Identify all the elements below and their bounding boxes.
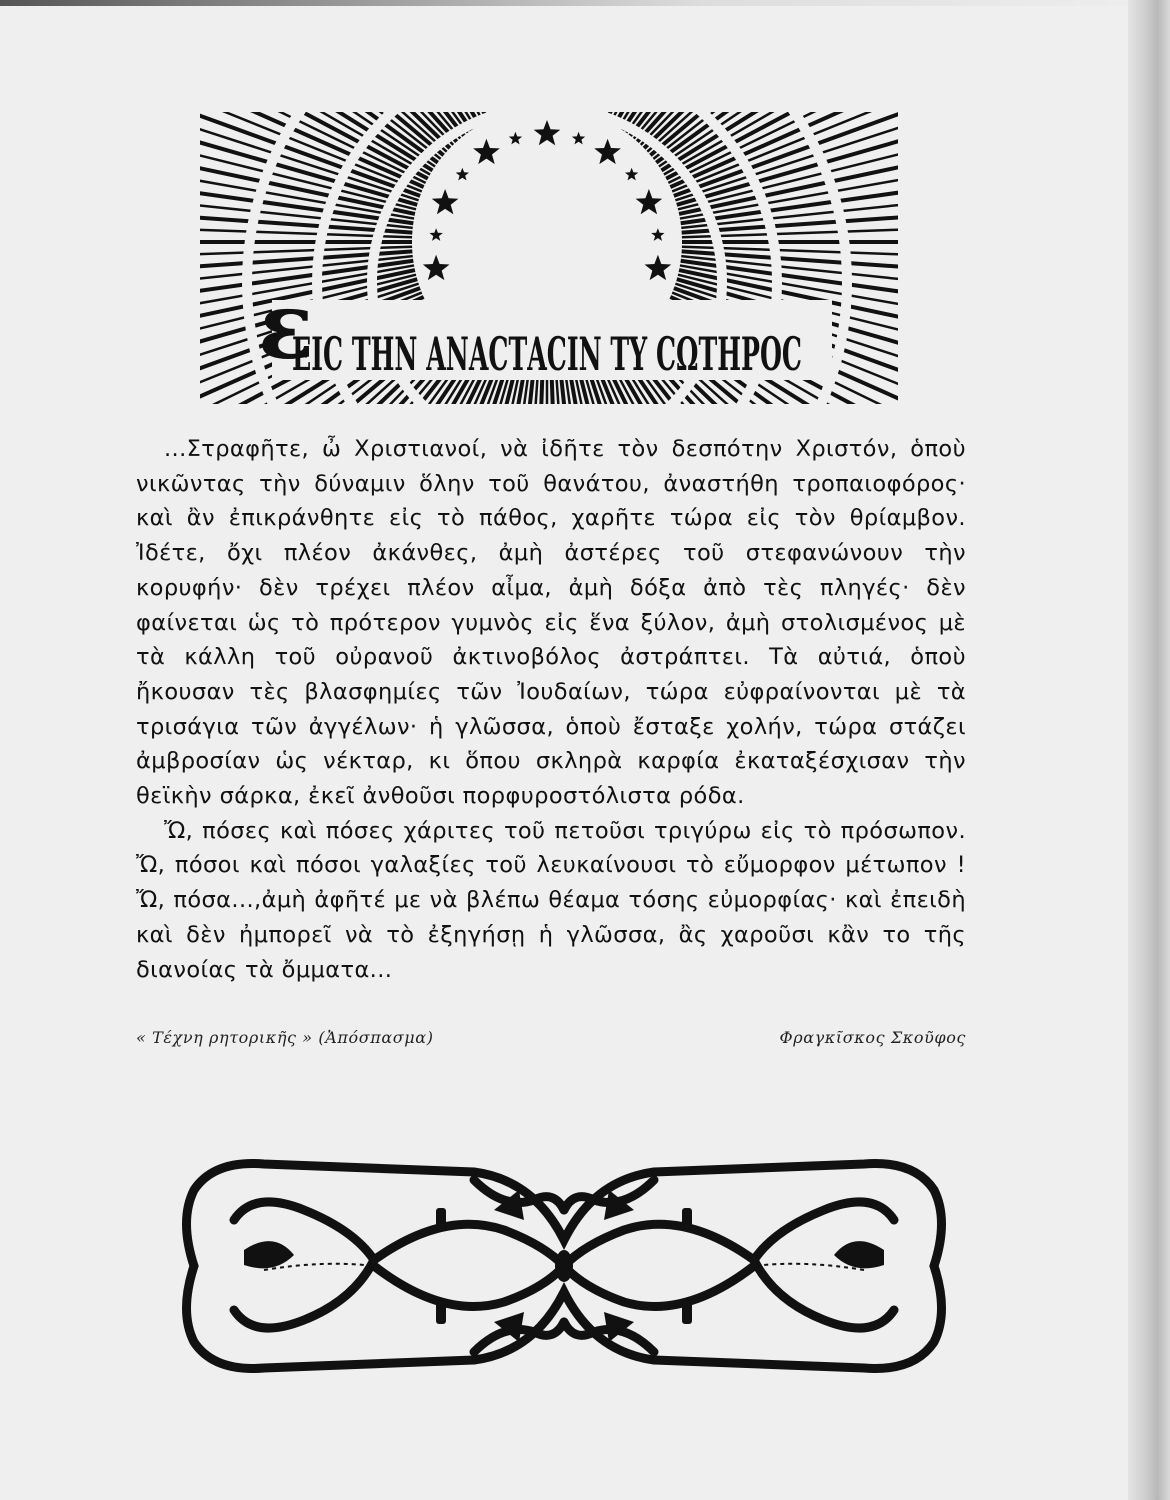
footer-ornament-svg	[174, 1150, 954, 1382]
source-citation: « Τέχνη ρητορικῆς » (Ἀπόσπασμα)	[136, 1028, 434, 1047]
body-text	[136, 432, 966, 987]
footer-ornament	[174, 1150, 954, 1382]
header-woodcut	[200, 112, 898, 404]
header-woodcut-svg	[200, 112, 898, 404]
page-top-edge	[0, 0, 1170, 6]
header-title: ΕΙϹ ΤΗΝ ΑΝΑϹΤΑϹΙΝ ΤΥ ϹΩΤΗΡΟϹ	[292, 327, 802, 381]
author-name: Φραγκῖσκος Σκοῦφος	[779, 1028, 966, 1047]
title-initial-ornament: ε	[258, 272, 314, 380]
paragraph-1: ...Στραφῆτε, ὦ Χριστιανοί, νὰ ἰδῆτε τὸν δεσπότην Χριστόν, ὁποὺ νικῶντας τὴν δύναμιν ὅλην τοῦ θανάτου, ἀναστήθη τροπαιοφόρος· καὶ ἂν ἐπικράνθητε εἰς τὸ πάθος, χαρῆτε τώρα εἰς τὸν θρίαμβον. Ἰδέτε, ὄχι πλέον ἀκάνθες, ἀμὴ ἀστέρες τοῦ στεφανώνουν τὴν κορυφήν· δὲν τρέχει πλέον αἶμα, ἀμὴ δόξα ἀπὸ τὲς πληγές· δὲν φαίνεται ὡς τὸ πρότερον γυμνὸς εἰς ἕνα ξύλον, ἀμὴ στολισμένος μὲ τὰ κάλλη τοῦ οὐρανοῦ ἀκτινοβόλος ἀστράπτει. Τὰ αὐτιά, ὁποὺ ἤκουσαν τὲς βλασφημίες τῶν Ἰουδαίων, τώρα εὐφραίνονται μὲ τὰ τρισάγια τῶν ἀγγέλων· ἡ γλῶσσα, ὁποὺ ἔσταξε χολήν, τώρα στάζει ἀμβροσίαν ὡς νέκταρ, κι ὅπου σκληρὰ καρφία ἐκαταξέσχισαν τὴν θεϊκὴν σάρκα, ἐκεῖ ἀνθοῦσι πορφυροστόλιστα ρόδα.	[136, 436, 966, 810]
page-binding-edge	[1128, 0, 1170, 1500]
paragraph-2: Ὤ, πόσες καὶ πόσες χάριτες τοῦ πετοῦσι τριγύρω εἰς τὸ πρόσωπον. Ὤ, πόσοι καὶ πόσοι γαλαξίες τοῦ λευκαίνουσι τὸ εὔμορφον μέτωπον ! Ὤ, πόσα...,ἀμὴ ἀφῆτέ με νὰ βλέπω θέαμα τόσης εὐμορφίας· καὶ ἐπειδὴ καὶ δὲν ἠμπορεῖ νὰ τὸ ἐξηγήσῃ ἡ γλῶσσα, ἂς χαροῦσι κἂν το τῆς διανοίας τὰ ὄμματα...	[136, 817, 966, 983]
